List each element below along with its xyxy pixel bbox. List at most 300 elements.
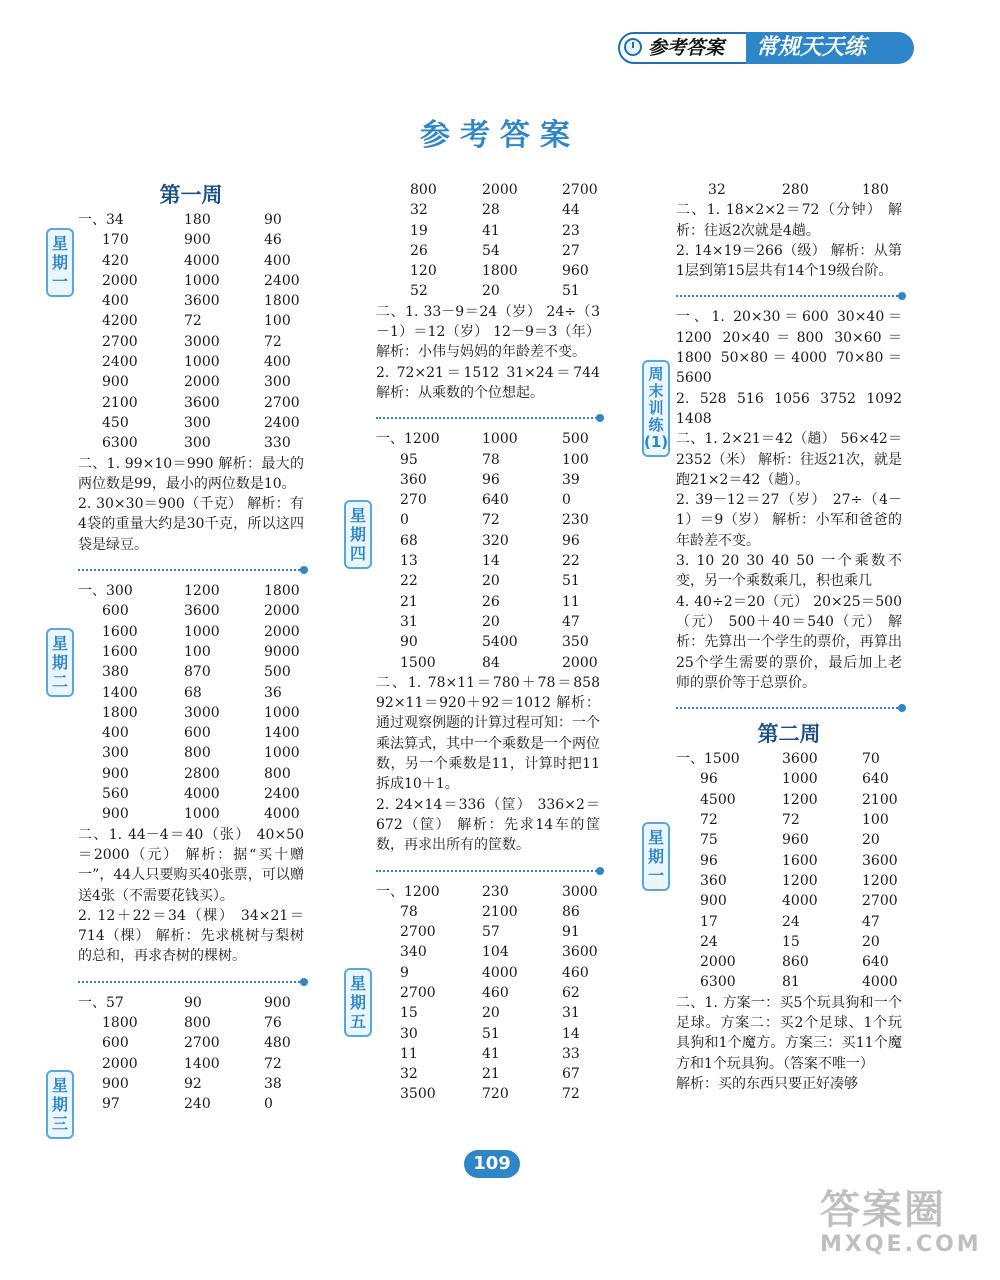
answer-paragraph: 二、1. 2×21＝42（趟） 56×42＝2352（米） 解析：往返21次，就是跑21×2＝42（趟）。 <box>676 431 902 488</box>
table-cell: 22 <box>400 573 418 590</box>
table-cell: 100 <box>264 313 291 330</box>
table-cell: 300 <box>264 374 291 391</box>
table-row <box>376 571 600 591</box>
table-cell: 380 <box>102 664 129 681</box>
table-cell: 420 <box>102 252 129 269</box>
answer-paragraph: 2. 30×30＝900（千克） 解析：有4袋的重量大约是30千克，所以这四袋是绿豆。 <box>78 496 304 553</box>
table-cell: 2000 <box>562 654 598 671</box>
table-cell: 11 <box>400 1045 418 1062</box>
watermark-text: 答案圈 <box>820 1187 946 1233</box>
table-cell: 1200 <box>782 791 818 808</box>
table-cell: 一、1500 <box>676 751 740 768</box>
answer-paragraph: 2. 39－12＝27（岁） 27÷（4－1）＝9（岁） 解析：小军和爸爸的年龄差不变。 <box>676 492 902 549</box>
table-row <box>376 221 600 241</box>
table-cell: 480 <box>264 1035 291 1052</box>
table-row <box>78 413 304 433</box>
table-cell: 67 <box>562 1066 580 1083</box>
table-cell: 100 <box>184 643 211 660</box>
table-row <box>78 1074 304 1094</box>
page-number: 109 <box>464 1150 520 1178</box>
table-cell: 一、1200 <box>376 431 440 448</box>
table-cell: 9 <box>400 964 409 981</box>
answer-table <box>376 180 600 302</box>
table-cell: 4000 <box>264 806 300 823</box>
table-cell: 350 <box>562 634 589 651</box>
table-row <box>78 1013 304 1033</box>
table-cell: 15 <box>400 1005 418 1022</box>
table-cell: 33 <box>562 1045 580 1062</box>
table-row <box>676 952 902 972</box>
day-tag: 星期三 <box>46 1070 74 1139</box>
table-cell: 28 <box>482 202 500 219</box>
table-cell: 640 <box>482 492 509 509</box>
table-cell: 800 <box>264 765 291 782</box>
answer-paragraph: 2. 24×14＝336（筐） 336×2＝672（筐） 解析：先求14车的筐数，再求出所有的筐数。 <box>376 796 600 854</box>
table-cell: 4200 <box>102 313 138 330</box>
table-cell: 90 <box>184 994 202 1011</box>
table-cell: 240 <box>184 1096 211 1113</box>
table-cell: 72 <box>184 313 202 330</box>
table-cell: 1000 <box>482 431 518 448</box>
table-row <box>78 784 304 804</box>
table-cell: 1500 <box>400 654 436 671</box>
table-cell: 5400 <box>482 634 518 651</box>
table-row <box>376 450 600 470</box>
day-tag: 星期四 <box>344 500 372 569</box>
table-cell: 90 <box>264 212 282 228</box>
table-cell: 26 <box>482 593 500 610</box>
table-cell: 72 <box>700 812 718 829</box>
section-divider <box>78 561 304 571</box>
table-cell: 41 <box>482 222 500 239</box>
table-cell: 3600 <box>862 852 898 869</box>
section-divider <box>78 973 304 983</box>
table-cell: 1200 <box>862 872 898 889</box>
table-cell: 2000 <box>700 954 736 971</box>
table-cell: 400 <box>264 354 291 371</box>
answer-paragraph: 解析：买的东西只要正好凑够 <box>676 1075 858 1092</box>
table-cell: 2700 <box>400 924 436 941</box>
table-row <box>78 352 304 372</box>
table-row <box>376 1003 600 1023</box>
table-cell: 97 <box>102 1096 120 1113</box>
table-row <box>376 653 600 673</box>
table-cell: 900 <box>102 374 129 391</box>
answer-paragraph: 二、1. 99×10＝990 解析：最大的两位数是99，最小的两位数是10。 <box>78 455 304 492</box>
table-row <box>376 1064 600 1084</box>
table-cell: 640 <box>862 771 889 788</box>
table-cell: 1800 <box>264 293 300 310</box>
table-cell: 1400 <box>102 684 138 701</box>
table-row <box>376 551 600 571</box>
answer-paragraph: 二、1. 33－9＝24（岁） 24÷（3－1）＝12（岁） 12－9＝3（年） 解析：小伟与妈妈的年龄差不变。 <box>376 303 600 361</box>
table-cell: 4500 <box>700 791 736 808</box>
watermark <box>820 1188 990 1272</box>
table-cell: 一、34 <box>78 212 124 228</box>
table-row <box>78 764 304 784</box>
table-row <box>676 830 902 850</box>
table-cell: 2100 <box>482 903 518 920</box>
table-row <box>376 261 600 281</box>
table-row <box>376 470 600 490</box>
table-cell: 78 <box>482 451 500 468</box>
table-cell: 3600 <box>184 394 220 411</box>
table-cell: 72 <box>562 1086 580 1103</box>
table-cell: 900 <box>102 765 129 782</box>
table-row <box>376 490 600 510</box>
watermark-url: MXQE.COM <box>820 1232 982 1257</box>
answer-table <box>78 993 304 1115</box>
table-cell: 180 <box>862 182 889 198</box>
table-row <box>376 429 600 449</box>
table-cell: 2800 <box>184 765 220 782</box>
page-title: 参考答案 <box>420 118 580 153</box>
table-cell: 23 <box>562 222 580 239</box>
table-cell: 47 <box>562 613 580 630</box>
table-row <box>676 932 902 952</box>
answer-table <box>376 882 600 1105</box>
table-cell: 360 <box>700 872 727 889</box>
table-cell: 960 <box>562 263 589 280</box>
table-cell: 1800 <box>102 1014 138 1031</box>
table-row <box>78 433 304 453</box>
table-cell: 2000 <box>264 603 300 620</box>
table-cell: 21 <box>400 593 418 610</box>
answer-paragraph: 2. 12＋22＝34（棵） 34×21＝714（棵） 解析：先求桃树与梨树的总和，再求杏树的棵树。 <box>78 907 304 965</box>
clock-icon <box>624 38 642 56</box>
table-cell: 38 <box>264 1075 282 1092</box>
table-cell: 900 <box>184 232 211 249</box>
table-row <box>676 871 902 891</box>
table-cell: 86 <box>562 903 580 920</box>
table-cell: 104 <box>482 944 509 961</box>
table-cell: 560 <box>102 786 129 803</box>
table-cell: 1600 <box>102 623 138 640</box>
table-cell: 9000 <box>264 643 300 660</box>
table-row <box>376 942 600 962</box>
table-cell: 2700 <box>400 984 436 1001</box>
table-cell: 3500 <box>400 1086 436 1103</box>
table-cell: 230 <box>482 883 509 900</box>
table-cell: 800 <box>184 745 211 762</box>
day-tag: 星期一 <box>642 822 670 891</box>
table-cell: 2000 <box>482 182 518 198</box>
table-row <box>78 332 304 352</box>
table-cell: 72 <box>482 512 500 529</box>
table-row <box>376 531 600 551</box>
answer-table <box>78 581 304 825</box>
table-cell: 1000 <box>782 771 818 788</box>
table-cell: 4000 <box>184 252 220 269</box>
table-row <box>676 180 902 200</box>
answer-paragraph: 2. 72×21＝1512 31×24＝744 解析：从乘数的个位想起。 <box>376 364 600 401</box>
table-cell: 54 <box>482 242 500 259</box>
table-row <box>78 622 304 642</box>
table-cell: 11 <box>562 593 580 610</box>
table-cell: 92 <box>184 1075 202 1092</box>
table-cell: 27 <box>562 242 580 259</box>
table-cell: 72 <box>264 333 282 350</box>
table-row <box>78 642 304 662</box>
table-cell: 6300 <box>102 435 138 452</box>
table-cell: 19 <box>410 222 428 239</box>
table-row <box>376 922 600 942</box>
table-row <box>376 281 600 301</box>
header-banner <box>618 28 918 68</box>
table-cell: 96 <box>700 852 718 869</box>
answer-table <box>676 180 902 200</box>
answer-paragraph: 2. 528 516 1056 3752 1092 1408 <box>676 390 902 427</box>
table-cell: 2000 <box>102 1055 138 1072</box>
table-cell: 2400 <box>102 354 138 371</box>
answer-paragraph: 二、1. 18×2×2＝72（分钟） 解析：往返2次就是4趟。 <box>676 202 902 239</box>
table-cell: 2000 <box>102 272 138 289</box>
table-cell: 2700 <box>184 1035 220 1052</box>
table-cell: 41 <box>482 1045 500 1062</box>
column-1 <box>78 180 304 1114</box>
table-row <box>78 311 304 331</box>
table-cell: 460 <box>562 964 589 981</box>
table-row <box>376 882 600 902</box>
table-cell: 2000 <box>264 623 300 640</box>
table-cell: 68 <box>184 684 202 701</box>
table-cell: 3600 <box>184 293 220 310</box>
table-row <box>676 749 902 769</box>
table-cell: 1000 <box>184 806 220 823</box>
table-row <box>676 912 902 932</box>
table-row <box>676 769 902 789</box>
table-cell: 47 <box>862 913 880 930</box>
answer-paragraph: 3. 10 20 30 40 50 一个乘数不变，另一个乘数乘几，积也乘几 <box>676 553 902 590</box>
table-row <box>78 662 304 682</box>
table-row <box>376 241 600 261</box>
table-cell: 46 <box>264 232 282 249</box>
table-cell: 78 <box>400 903 418 920</box>
table-cell: 900 <box>700 893 727 910</box>
table-cell: 2100 <box>102 394 138 411</box>
table-cell: 68 <box>400 532 418 549</box>
table-cell: 57 <box>482 924 500 941</box>
table-cell: 31 <box>400 613 418 630</box>
table-cell: 96 <box>562 532 580 549</box>
answer-table <box>376 429 600 673</box>
table-row <box>376 1024 600 1044</box>
table-row <box>78 601 304 621</box>
table-cell: 1000 <box>184 354 220 371</box>
table-cell: 14 <box>562 1025 580 1042</box>
table-cell: 4000 <box>862 974 898 991</box>
table-cell: 2700 <box>264 394 300 411</box>
table-cell: 96 <box>482 471 500 488</box>
table-cell: 20 <box>482 613 500 630</box>
table-cell: 20 <box>862 933 880 950</box>
table-cell: 84 <box>482 654 500 671</box>
table-row <box>376 632 600 652</box>
table-cell: 一、1200 <box>376 883 440 900</box>
section-divider <box>376 409 600 419</box>
table-row <box>78 230 304 250</box>
table-cell: 51 <box>562 283 580 300</box>
table-cell: 3600 <box>562 944 598 961</box>
table-cell: 3000 <box>184 333 220 350</box>
table-row <box>376 1084 600 1104</box>
table-cell: 39 <box>562 471 580 488</box>
table-cell: 72 <box>264 1055 282 1072</box>
table-cell: 14 <box>482 553 500 570</box>
table-cell: 180 <box>184 212 211 228</box>
table-cell: 90 <box>400 634 418 651</box>
table-cell: 31 <box>562 1005 580 1022</box>
table-cell: 900 <box>264 994 291 1011</box>
table-cell: 44 <box>562 202 580 219</box>
table-cell: 1800 <box>482 263 518 280</box>
table-cell: 2000 <box>184 374 220 391</box>
table-cell: 3000 <box>562 883 598 900</box>
table-cell: 2700 <box>102 333 138 350</box>
table-cell: 75 <box>700 832 718 849</box>
table-cell: 一、57 <box>78 994 124 1011</box>
table-cell: 340 <box>400 944 427 961</box>
answer-paragraph: 2. 14×19＝266（级） 解析：从第1层到第15层共有14个19级台阶。 <box>676 242 902 280</box>
section-divider <box>376 862 600 872</box>
table-row <box>78 271 304 291</box>
table-cell: 24 <box>700 933 718 950</box>
table-cell: 21 <box>482 1066 500 1083</box>
table-cell: 76 <box>264 1014 282 1031</box>
table-row <box>376 1044 600 1064</box>
table-row <box>376 592 600 612</box>
table-cell: 36 <box>264 684 282 701</box>
table-row <box>78 581 304 601</box>
table-cell: 13 <box>400 553 418 570</box>
column-2 <box>376 180 600 1105</box>
table-cell: 450 <box>102 414 129 431</box>
day-tag: 星期一 <box>46 228 74 297</box>
table-cell: 640 <box>862 954 889 971</box>
answer-table <box>676 749 902 993</box>
table-cell: 870 <box>184 664 211 681</box>
table-cell: 72 <box>782 812 800 829</box>
table-cell: 4000 <box>482 964 518 981</box>
table-cell: 2700 <box>562 182 598 198</box>
table-cell: 81 <box>782 974 800 991</box>
table-cell: 100 <box>862 812 889 829</box>
table-cell: 2700 <box>862 893 898 910</box>
day-tag: 星期二 <box>46 628 74 697</box>
table-cell: 860 <box>782 954 809 971</box>
table-row <box>78 1094 304 1114</box>
table-cell: 3000 <box>184 704 220 721</box>
table-cell: 330 <box>264 435 291 452</box>
table-cell: 20 <box>482 573 500 590</box>
table-cell: 280 <box>782 182 809 198</box>
table-row <box>676 810 902 830</box>
table-cell: 0 <box>264 1096 273 1113</box>
table-cell: 96 <box>700 771 718 788</box>
table-cell: 400 <box>102 293 129 310</box>
table-cell: 1600 <box>102 643 138 660</box>
table-cell: 32 <box>400 1066 418 1083</box>
table-row <box>78 1033 304 1053</box>
table-cell: 1000 <box>264 745 300 762</box>
table-cell: 2400 <box>264 414 300 431</box>
table-cell: 1200 <box>184 583 220 600</box>
table-cell: 20 <box>862 832 880 849</box>
answer-table <box>78 210 304 454</box>
header-right-label: 常规天天练 <box>746 32 914 64</box>
table-cell: 20 <box>482 283 500 300</box>
table-cell: 32 <box>410 202 428 219</box>
table-cell: 800 <box>410 182 437 198</box>
table-cell: 1400 <box>184 1055 220 1072</box>
table-cell: 300 <box>102 745 129 762</box>
table-row <box>78 743 304 763</box>
table-cell: 460 <box>482 984 509 1001</box>
table-row <box>376 983 600 1003</box>
table-cell: 91 <box>562 924 580 941</box>
table-cell: 52 <box>410 283 428 300</box>
table-cell: 95 <box>400 451 418 468</box>
section-divider <box>676 287 902 297</box>
table-cell: 960 <box>782 832 809 849</box>
table-row <box>78 393 304 413</box>
answer-paragraph: 4. 40÷2＝20（元） 20×25＝500（元） 500＋40＝540（元） 解析：先算出一个学生的票价，再算出25个学生需要的票价，最后加上老师的票价等于总票价。 <box>676 593 902 691</box>
table-cell: 500 <box>264 664 291 681</box>
table-cell: 6300 <box>700 974 736 991</box>
table-cell: 100 <box>562 451 589 468</box>
table-cell: 62 <box>562 984 580 1001</box>
table-cell: 900 <box>102 806 129 823</box>
table-cell: 1800 <box>102 704 138 721</box>
table-row <box>676 891 902 911</box>
table-cell: 600 <box>184 725 211 742</box>
table-cell: 2100 <box>862 791 898 808</box>
table-row <box>676 790 902 810</box>
table-cell: 1400 <box>264 725 300 742</box>
table-cell: 4000 <box>184 786 220 803</box>
column-3 <box>676 180 902 1094</box>
table-cell: 3600 <box>782 751 818 768</box>
header-left-label: 参考答案 <box>618 32 750 64</box>
table-row <box>376 180 600 200</box>
table-row <box>676 972 902 992</box>
table-cell: 22 <box>562 553 580 570</box>
table-row <box>78 291 304 311</box>
table-cell: 320 <box>482 532 509 549</box>
table-row <box>78 804 304 824</box>
table-row <box>78 372 304 392</box>
table-cell: 360 <box>400 471 427 488</box>
answer-paragraph: 一、1. 20×30＝600 30×40＝1200 20×40＝800 30×60＝1800 50×80＝4000 70×80＝5600 <box>676 309 902 387</box>
table-cell: 30 <box>400 1025 418 1042</box>
week-title: 第一周 <box>159 183 223 207</box>
table-cell: 1200 <box>782 872 818 889</box>
table-cell: 20 <box>482 1005 500 1022</box>
table-cell: 1000 <box>264 704 300 721</box>
table-cell: 0 <box>562 492 571 509</box>
table-cell: 3600 <box>184 603 220 620</box>
table-cell: 17 <box>700 913 718 930</box>
table-cell: 230 <box>562 512 589 529</box>
table-cell: 0 <box>400 512 409 529</box>
answer-paragraph: 二、1. 78×11＝780＋78＝858 92×11＝920＋92＝1012 解析：通过观察例题的计算过程可知：一个乘法算式，其中一个乘数是一个两位数，另一个乘数是11，计算时把11拆成10＋1。 <box>376 674 600 793</box>
table-cell: 15 <box>782 933 800 950</box>
table-cell: 500 <box>562 431 589 448</box>
table-row <box>78 210 304 230</box>
table-cell: 400 <box>102 725 129 742</box>
table-cell: 4000 <box>782 893 818 910</box>
table-cell: 70 <box>862 751 880 768</box>
